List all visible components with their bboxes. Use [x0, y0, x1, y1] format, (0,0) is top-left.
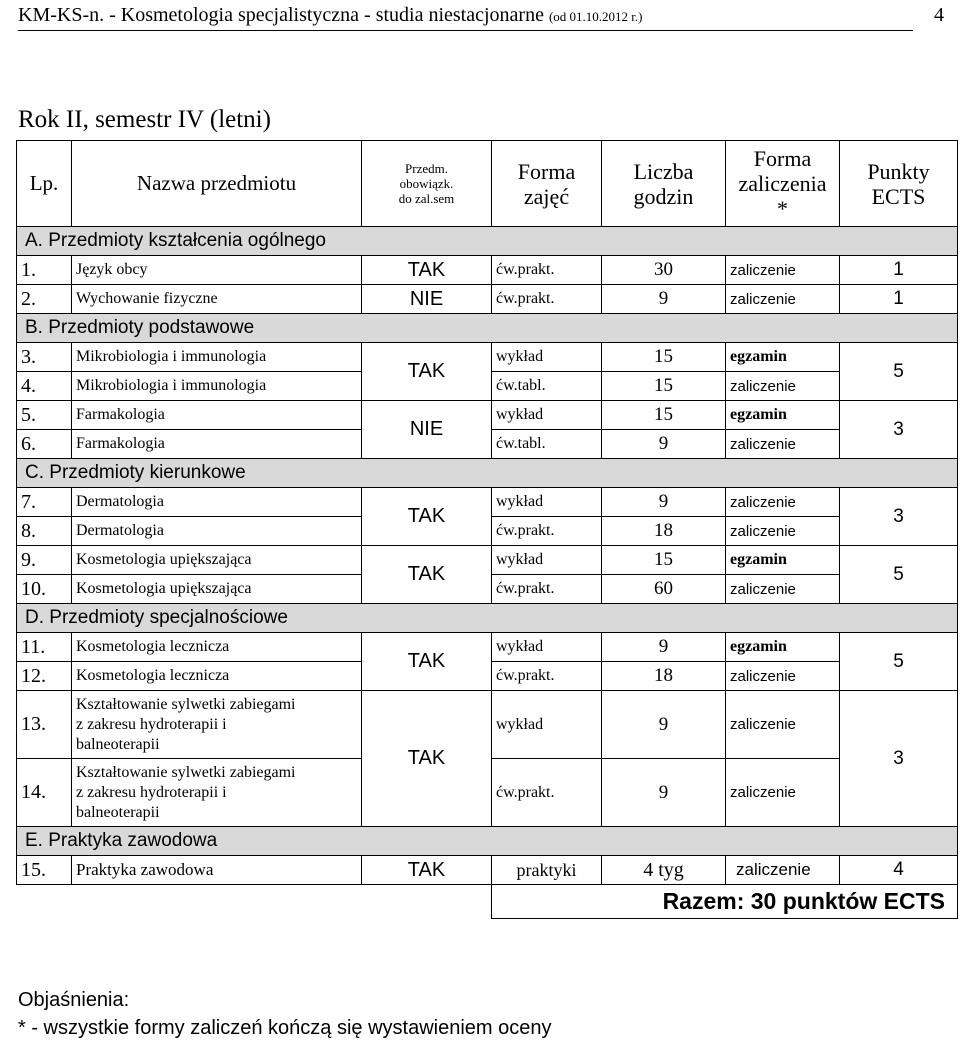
document-title-date: (od 01.10.2012 r.)	[548, 9, 643, 24]
table-row: 6. Farmakologia ćw.tabl. 9 zaliczenie	[17, 430, 958, 459]
section-row-d: D. Przedmioty specjalnościowe	[17, 604, 958, 633]
section-row-c: C. Przedmioty kierunkowe	[17, 459, 958, 488]
table-row: 15. Praktyka zawodowa TAK praktyki 4 tyg zaliczenie 4	[17, 856, 958, 885]
notes-title: Objaśnienia:	[18, 989, 130, 1011]
section-row-a: A. Przedmioty kształcenia ogólnego	[17, 227, 958, 256]
table-row: 7. Dermatologia TAK wykład 9 zaliczenie 3	[17, 488, 958, 517]
table-row: 12. Kosmetologia lecznicza ćw.prakt. 18 zaliczenie	[17, 662, 958, 691]
table-row: 13. Kształtowanie sylwetki zabiegami z zakresu hydroterapii i balneoterapii TAK wykład 9 zaliczenie 3	[17, 691, 958, 759]
total-ects: Razem: 30 punktów ECTS	[492, 885, 958, 919]
document-title	[18, 4, 643, 27]
table-row: 4. Mikrobiologia i immunologia ćw.tabl. 15 zaliczenie	[17, 372, 958, 401]
section-row-b: B. Przedmioty podstawowe	[17, 314, 958, 343]
table-row: 14. Kształtowanie sylwetki zabiegami z zakresu hydroterapii i balneoterapii ćw.prakt. 9 zaliczenie	[17, 759, 958, 827]
header-rule	[18, 30, 913, 31]
table-row: 5. Farmakologia NIE wykład 15 egzamin 3	[17, 401, 958, 430]
table-row: 3. Mikrobiologia i immunologia TAK wykład 15 egzamin 5	[17, 343, 958, 372]
notes-line: * - wszystkie formy zaliczeń kończą się wystawieniem oceny	[18, 1017, 552, 1039]
document-title-main: KM-KS-n. - Kosmetologia specjalistyczna - studia niestacjonarne	[18, 4, 544, 26]
notes	[18, 986, 552, 1042]
curriculum-table	[16, 140, 958, 919]
header-ects: Punkty ECTS	[840, 141, 958, 227]
table-row: 1. Język obcy TAK ćw.prakt. 30 zaliczenie 1	[17, 256, 958, 285]
table-row: 11. Kosmetologia lecznicza TAK wykład 9 egzamin 5	[17, 633, 958, 662]
header-hours: Liczba godzin	[602, 141, 726, 227]
table-row: 9. Kosmetologia upiększająca TAK wykład 15 egzamin 5	[17, 546, 958, 575]
header-credit-form: Forma zaliczenia *	[726, 141, 840, 227]
table-header-row	[17, 141, 958, 227]
section-row-e: E. Praktyka zawodowa	[17, 827, 958, 856]
header-obligatory: Przedm. obowiązk. do zal.sem	[362, 141, 492, 227]
table-row: 2. Wychowanie fizyczne NIE ćw.prakt. 9 zaliczenie 1	[17, 285, 958, 314]
page-number: 4	[934, 4, 944, 26]
table-row: 8. Dermatologia ćw.prakt. 18 zaliczenie	[17, 517, 958, 546]
total-row	[17, 885, 958, 919]
semester-title: Rok II, semestr IV (letni)	[18, 106, 271, 133]
header-name: Nazwa przedmiotu	[72, 141, 362, 227]
header-form: Forma zajęć	[492, 141, 602, 227]
table-row: 10. Kosmetologia upiększająca ćw.prakt. 60 zaliczenie	[17, 575, 958, 604]
page-header	[18, 4, 946, 32]
header-lp: Lp.	[17, 141, 72, 227]
